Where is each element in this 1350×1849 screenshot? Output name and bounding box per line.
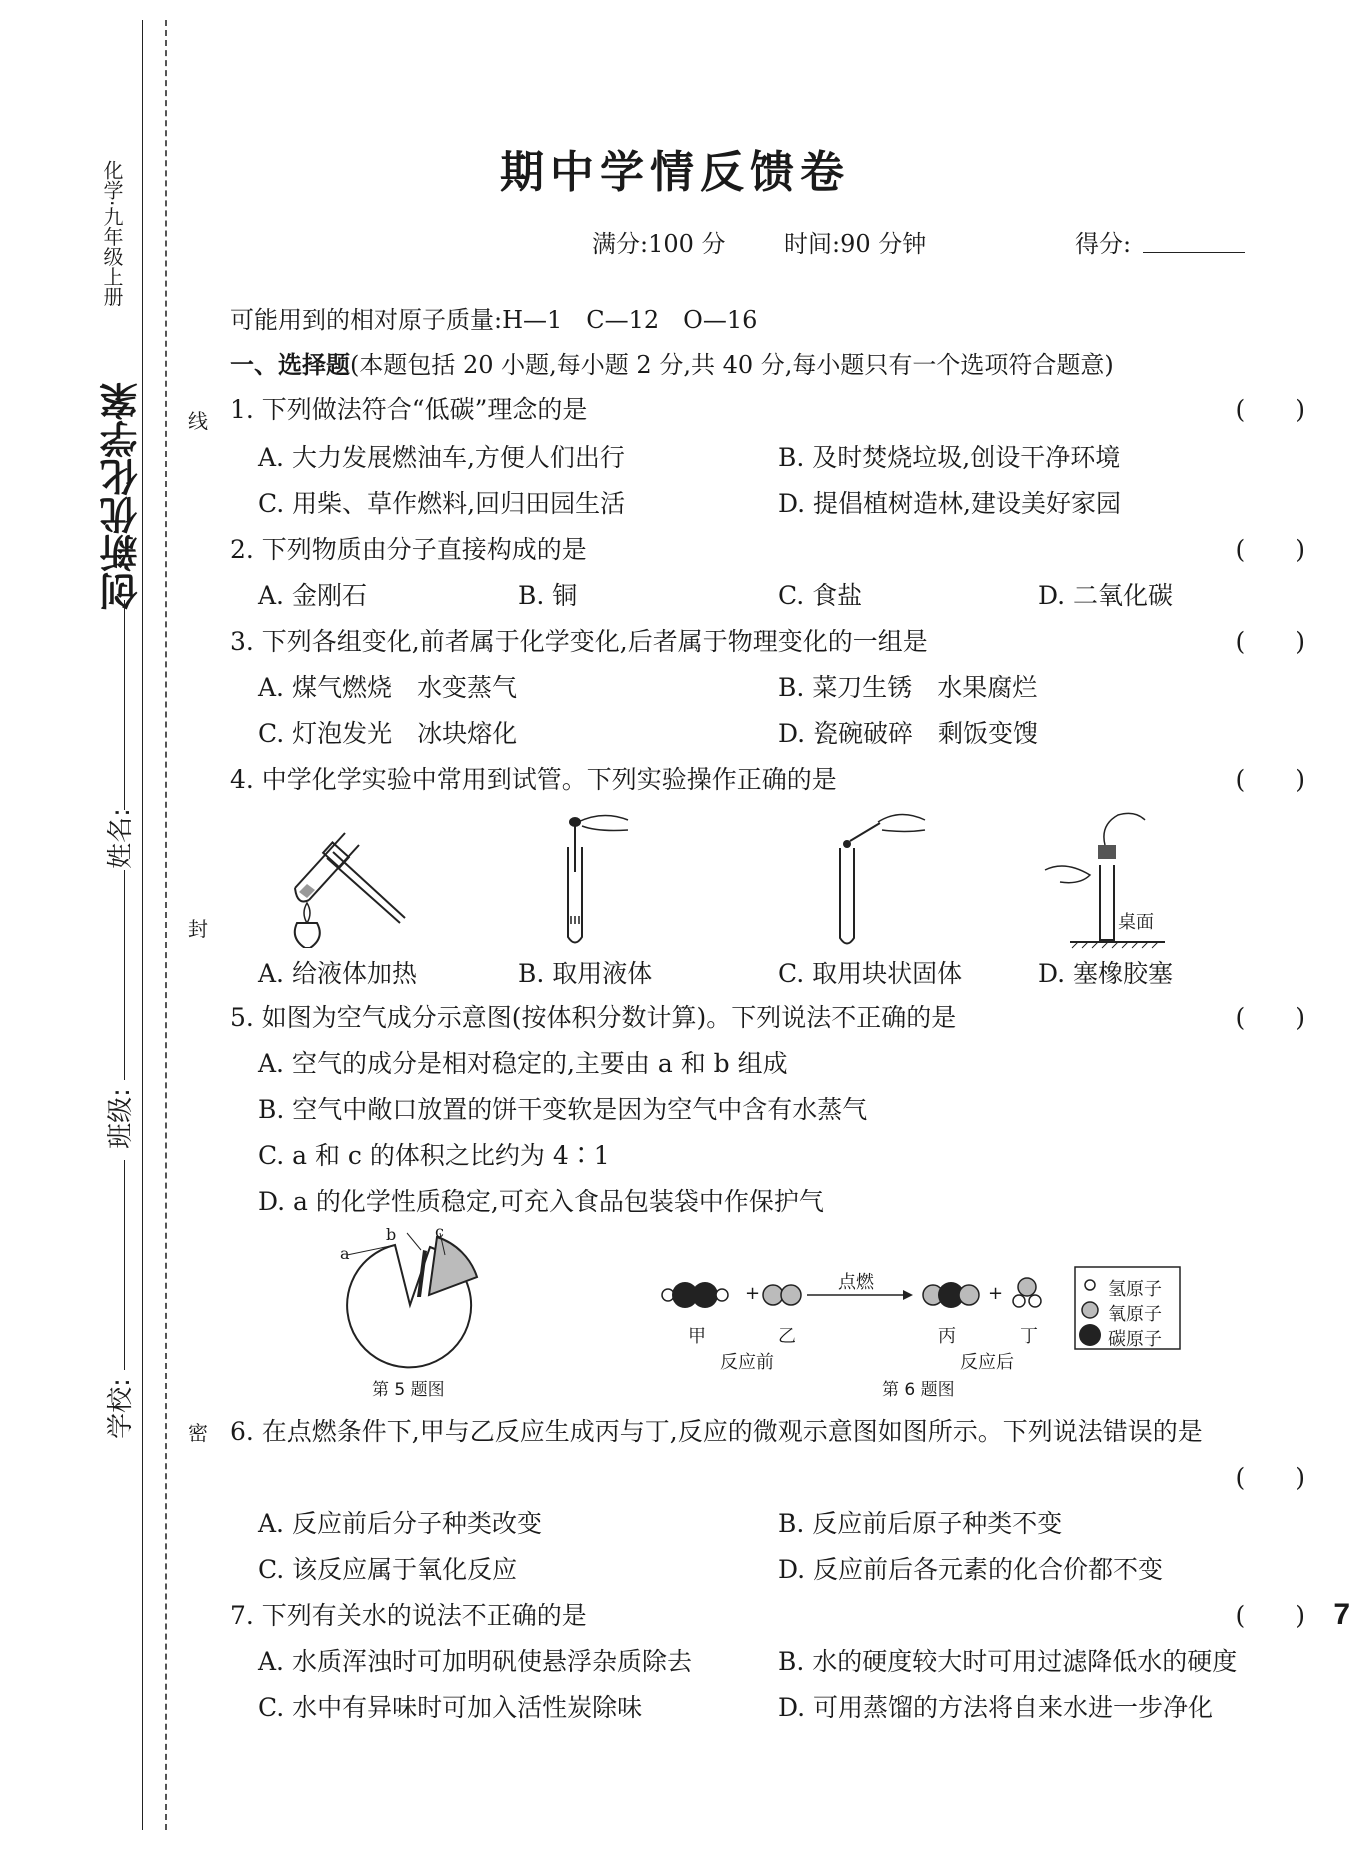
option: A. 金刚石 [258,581,367,610]
school-field-line[interactable] [124,1160,125,1370]
option: D. 二氧化碳 [1038,581,1174,610]
answer-bracket[interactable]: ( ) [1235,1463,1305,1492]
desk-surface-label: 桌面 [1118,912,1154,933]
option: A. 空气的成分是相对稳定的,主要由 a 和 b 组成 [258,1049,788,1078]
score-label: 得分: [1075,230,1132,258]
option: C. 灯泡发光 冰块熔化 [258,719,518,748]
option: D. 瓷碗破碎 剩饭变馊 [778,719,1039,748]
option: C. 水中有异味时可加入活性炭除味 [258,1693,643,1722]
species-bing: 丙 [938,1326,956,1347]
solid-tweezers-figure [820,808,940,953]
question-stem: 5. 如图为空气成分示意图(按体积分数计算)。下列说法不正确的是 [230,1003,957,1032]
air-composition-pie [335,1225,495,1375]
stopper-figure [1040,810,1180,950]
option: B. 铜 [518,581,578,610]
option: B. 取用液体 [518,959,653,988]
answer-bracket[interactable]: ( ) [1235,765,1305,794]
cut-dashed-line [165,20,167,1830]
question-stem: 3. 下列各组变化,前者属于化学变化,后者属于物理变化的一组是 [230,627,928,656]
option: D. 塞橡胶塞 [1038,959,1174,988]
option: B. 及时焚烧垃圾,创设干净环境 [778,443,1121,472]
option: B. 菜刀生锈 水果腐烂 [778,673,1038,702]
answer-bracket[interactable]: ( ) [1235,1003,1305,1032]
cut-mark-seal: 封 [188,913,208,942]
class-field-label: 班级: [105,1088,136,1149]
option: C. 用柴、草作燃料,回归田园生活 [258,489,626,518]
fig5-caption: 第 5 题图 [372,1380,445,1400]
option: D. 反应前后各元素的化合价都不变 [778,1555,1164,1584]
section-note: (本题包括 20 小题,每小题 2 分,共 40 分,每小题只有一个选项符合题意) [350,351,1114,379]
school-field-label: 学校: [105,1378,136,1439]
legend-hydrogen: 氢原子 [1108,1279,1162,1300]
name-field-line[interactable] [124,600,125,810]
plus-sign: + [745,1283,761,1304]
answer-bracket[interactable]: ( ) [1235,535,1305,564]
option: C. 食盐 [778,581,863,610]
option: A. 煤气燃烧 水变蒸气 [258,673,517,702]
answer-bracket[interactable]: ( ) [1235,1601,1305,1630]
option: A. 水质浑浊时可加明矾使悬浮杂质除去 [258,1647,692,1676]
option: A. 大力发展燃油车,方便人们出行 [258,443,625,472]
margin-border-line [142,20,143,1830]
pie-label-c: c [435,1222,444,1241]
question-stem: 1. 下列做法符合“低碳”理念的是 [230,395,588,424]
before-label: 反应前 [720,1352,774,1373]
question-stem: 4. 中学化学实验中常用到试管。下列实验操作正确的是 [230,765,837,794]
book-series-label: 化学·九年级上册 [100,160,124,307]
option: D. a 的化学性质稳定,可充入食品包装袋中作保护气 [258,1187,824,1216]
option: C. a 和 c 的体积之比约为 4∶1 [258,1141,610,1170]
option: C. 该反应属于氧化反应 [258,1555,518,1584]
pie-label-b: b [386,1225,397,1244]
option: D. 提倡植树造林,建设美好家园 [778,489,1121,518]
species-ding: 丁 [1020,1326,1038,1347]
question-stem: 6. 在点燃条件下,甲与乙反应生成丙与丁,反应的微观示意图如图所示。下列说法错误的是 [230,1417,1203,1446]
answer-bracket[interactable]: ( ) [1235,395,1305,424]
class-field-line[interactable] [124,870,125,1080]
atomic-masses: 可能用到的相对原子质量:H—1 C—12 O—16 [230,306,758,334]
reaction-condition: 点燃 [838,1272,874,1293]
question-stem: 7. 下列有关水的说法不正确的是 [230,1601,587,1630]
legend-carbon: 碳原子 [1108,1329,1162,1350]
legend-oxygen: 氧原子 [1108,1304,1162,1325]
option: B. 空气中敞口放置的饼干变软是因为空气中含有水蒸气 [258,1095,868,1124]
option: A. 反应前后分子种类改变 [258,1509,542,1538]
dropper-figure [548,812,658,952]
page-title: 期中学情反馈卷 [500,147,850,198]
option: B. 水的硬度较大时可用过滤降低水的硬度 [778,1647,1238,1676]
section-heading [230,345,1114,380]
option: C. 取用块状固体 [778,959,963,988]
answer-bracket[interactable]: ( ) [1235,627,1305,656]
heating-liquid-figure [285,828,435,948]
pie-label-a: a [340,1244,350,1263]
cut-mark-close: 密 [188,1417,208,1446]
score-field[interactable] [1143,252,1245,253]
section-title: 一、选择题 [230,351,350,379]
species-jia: 甲 [688,1326,706,1347]
name-field-label: 姓名: [105,808,136,869]
option: A. 给液体加热 [258,959,417,988]
option: D. 可用蒸馏的方法将自来水进一步净化 [778,1693,1214,1722]
after-label: 反应后 [960,1352,1014,1373]
fig6-caption: 第 6 题图 [882,1380,955,1400]
cut-mark-line: 线 [188,405,208,434]
full-score: 满分:100 分 [592,230,726,258]
brand-logo: 创新优化学案 [100,382,144,610]
species-yi: 乙 [778,1326,796,1347]
page-number: 7 [1333,1598,1350,1631]
exam-time: 时间:90 分钟 [784,230,927,258]
option: B. 反应前后原子种类不变 [778,1509,1063,1538]
question-stem: 2. 下列物质由分子直接构成的是 [230,535,587,564]
plus-sign: + [988,1283,1004,1304]
